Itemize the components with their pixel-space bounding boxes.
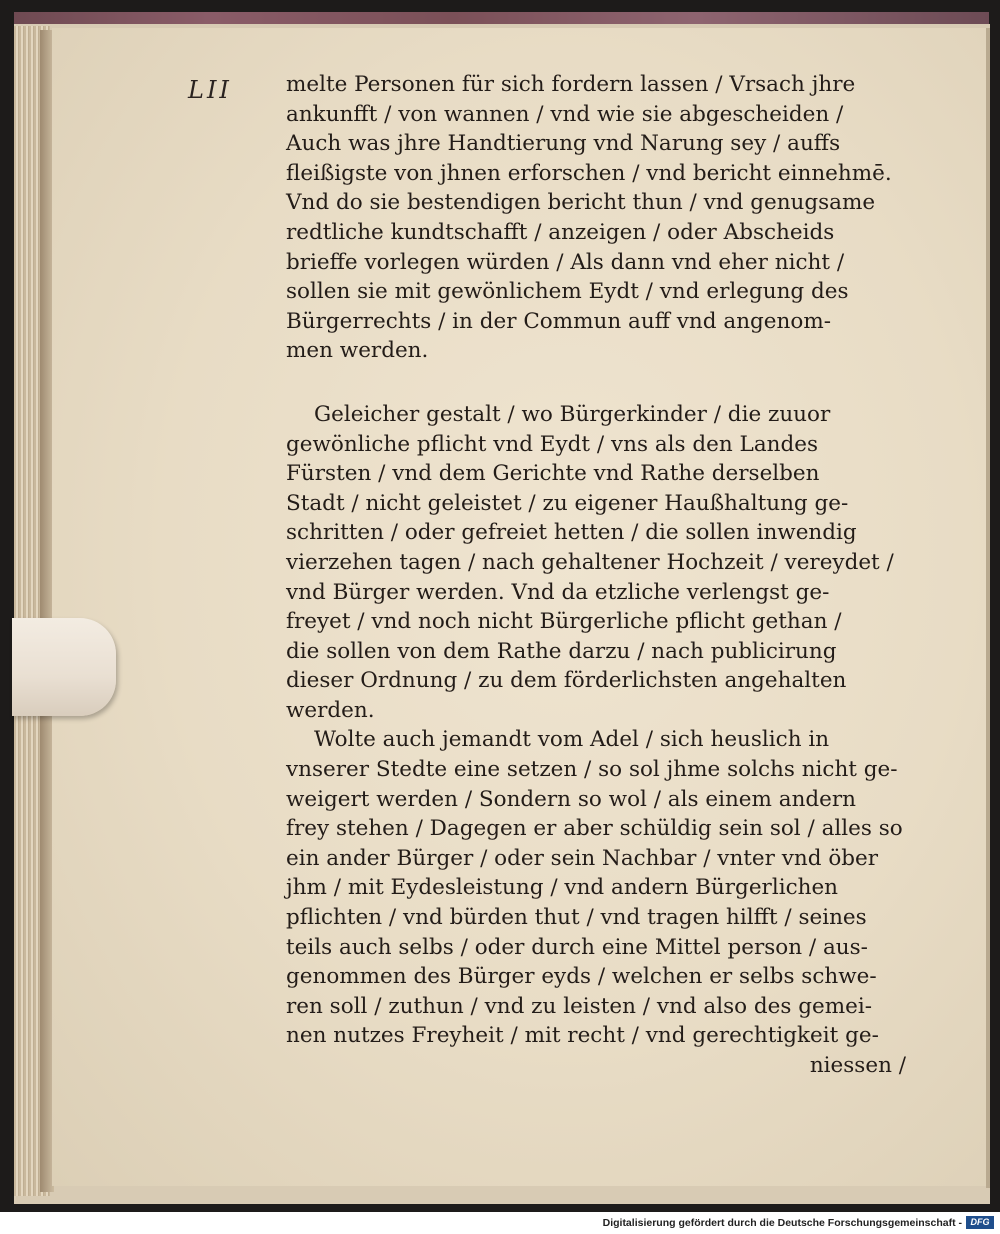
text-line: nen nutzes Freyheit / mit recht / vnd gerechtigkeit ge- [286,1023,879,1049]
text-line: freyet / vnd noch nicht Bürgerliche pflicht gethan / [286,609,842,635]
text-line: gewönliche pflicht vnd Eydt / vns als den Landes [286,431,819,457]
body-text [286,70,906,1081]
page-clip [12,618,116,716]
text-line: jhm / mit Eydesleistung / vnd andern Bürgerlichen [286,875,839,901]
text-line: werden. [286,697,375,723]
text-line: Bürgerrechts / in der Commun auff vnd angenom- [286,308,831,334]
text-line: genommen des Bürger eyds / welchen er selbs schwe- [286,964,877,990]
text-line: Fürsten / vnd dem Gerichte vnd Rathe derselben [286,461,820,487]
text-line: frey stehen / Dagegen er aber schüldig sein sol / alles so [286,816,903,842]
text-line: vierzehen tagen / nach gehaltener Hochzeit / vereydet / [286,549,894,575]
text-line: Auch was jhre Handtierung vnd Narung sey / auffs [286,131,841,157]
text-line: die sollen von dem Rathe darzu / nach publicirung [286,638,837,664]
text-line: redtliche kundtschafft / anzeigen / oder Abscheids [286,219,835,245]
text-line: Stadt / nicht geleistet / zu eigener Haußhaltung ge- [286,490,849,516]
text-line: weigert werden / Sondern so wol / als einem andern [286,786,857,812]
text-line: schritten / oder gefreiet hetten / die sollen inwendig [286,520,857,546]
catchword: niessen / [809,1053,906,1078]
text-line: dieser Ordnung / zu dem förderlichsten angehalten [286,668,847,694]
paragraph-2 [286,400,906,726]
folio-number: LII [188,76,232,104]
text-line: Geleicher gestalt / wo Bürgerkinder / die zuuor [314,401,831,427]
text-line: vnserer Stedte eine setzen / so sol jhme solchs nicht ge- [286,757,898,783]
text-line: teils auch selbs / oder durch eine Mittel person / aus- [286,934,868,960]
funding-credit: Digitalisierung gefördert durch die Deutsche Forschungsgemeinschaft - [602,1217,962,1229]
text-line: melte Personen für sich fordern lassen / Vrsach jhre [286,72,856,97]
text-line: vnd Bürger werden. Vnd da etzliche verlengst ge- [286,579,830,605]
text-line: men werden. [286,338,429,364]
paragraph-1 [286,70,906,366]
text-line: ankunfft / von wannen / vnd wie sie abgescheiden / [286,101,844,127]
paragraph-3 [286,725,906,1080]
text-line: Wolte auch jemandt vom Adel / sich heuslich in [314,727,830,753]
text-line: ren soll / zuthun / vnd zu leisten / vnd also des gemei- [286,993,873,1019]
page-right-edge [986,28,990,1188]
dfg-logo: DFG [966,1216,994,1229]
text-line: ein ander Bürger / oder sein Nachbar / vnter vnd öber [286,845,879,871]
text-line: brieffe vorlegen würden / Als dann vnd eher nicht / [286,249,845,275]
text-line: sollen sie mit gewönlichem Eydt / vnd erlegung des [286,279,849,305]
text-line: fleißigste von jhnen erforschen / vnd bericht einnehmē. [286,160,892,186]
text-line: pflichten / vnd bürden thut / vnd tragen hilfft / seines [286,905,867,931]
text-line: Vnd do sie bestendigen bericht thun / vnd genugsame [286,190,876,216]
